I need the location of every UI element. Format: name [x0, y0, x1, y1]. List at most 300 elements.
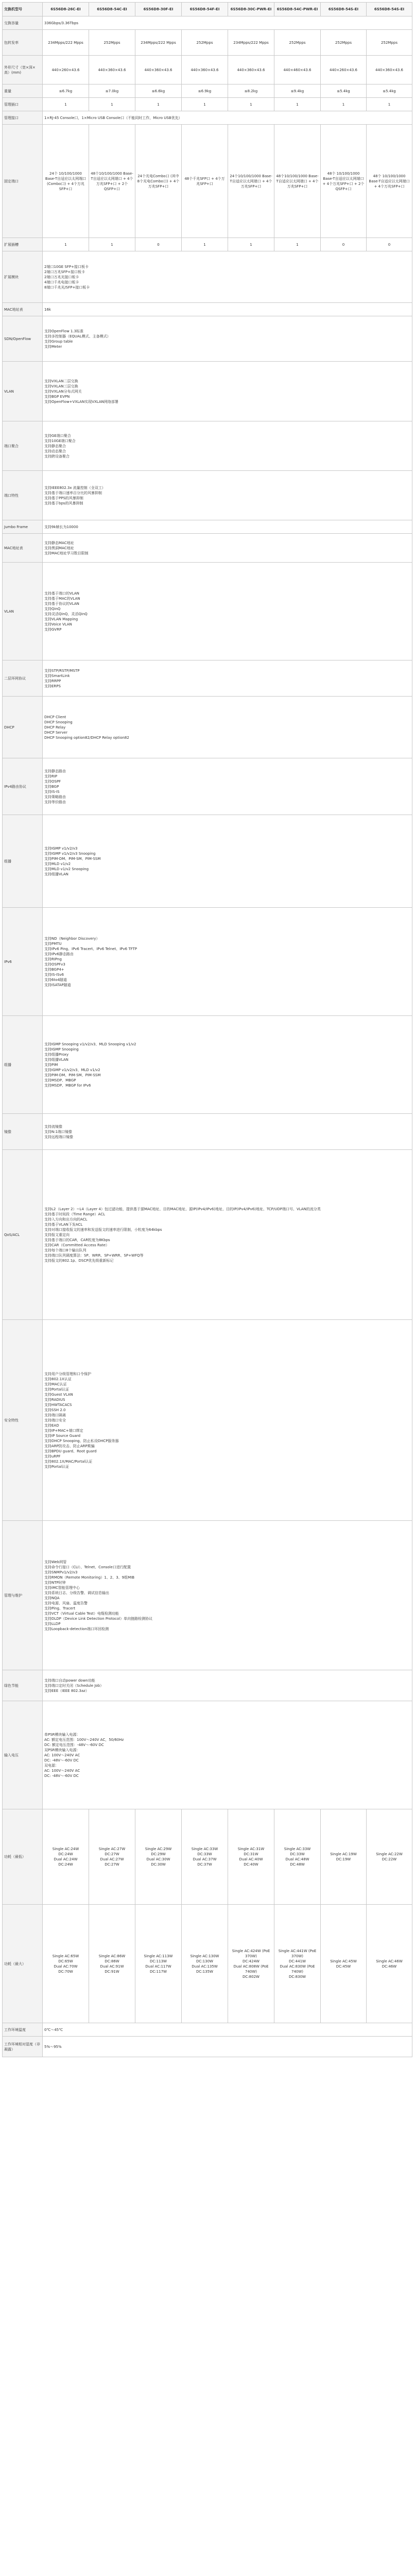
value-line: 支持基于PPS的风暴抑制 [44, 496, 83, 500]
model-value: 252Mpps [321, 30, 367, 56]
value-line: 支持IPv6 Ping、IPv6 Tracert、IPv6 Telnet、IPv6 TFTP [44, 946, 137, 951]
value-line: Single AC:22W [376, 1852, 403, 1856]
value-line: DC:24W [58, 1862, 73, 1867]
row-multicast [3, 815, 412, 908]
value-line: 支持IPv6静态路由 [44, 952, 74, 956]
value-line: DC:130W [196, 1959, 213, 1963]
model-value: 252Mpps [367, 30, 412, 56]
model-value [135, 125, 182, 238]
value-line: 支持IGMP Snooping v1/v2/v3、MLD Snooping v1/v2 [44, 1042, 136, 1046]
value-line: 支持每个端口8个输出队列 [44, 1248, 87, 1252]
value-line: 支持端口安全 [44, 1418, 66, 1422]
value-line: 支持DLDP（Device Link Detection Protocol）单向链路检测协议 [44, 1616, 153, 1621]
value-line: 支持N:1端口镜像 [44, 1129, 73, 1134]
model-value [367, 1809, 412, 1905]
model-value [321, 1905, 367, 2023]
value-line: 支持跨设备聚合 [44, 454, 70, 459]
value-line: 支持系统日志、分级告警、调试信息输出 [44, 1590, 109, 1595]
value-line: DC:65W [58, 1959, 73, 1963]
model-value [43, 1809, 89, 1905]
value-line: 支持基于VLAN下发ACL [44, 1222, 83, 1227]
row-value [43, 251, 412, 303]
value-line: 24个10/100/1000 Base-T自适应以太网端口 + 4个万兆SFP+口 [230, 174, 272, 189]
model-value [228, 1905, 274, 2023]
value-line: Single AC:31W [237, 1847, 265, 1851]
value-line: 支持PIM-DM、PIM-SM、PIM-SSM [44, 856, 101, 861]
model-value: 1 [182, 98, 228, 111]
row-label: 包转发率 [3, 30, 43, 56]
row-mirror [3, 1114, 412, 1150]
value-line: Dual AC:24W [54, 1857, 78, 1861]
model-value [89, 1809, 135, 1905]
row-value [43, 815, 412, 908]
row-mgmt-ports [3, 111, 412, 125]
model-value [182, 1905, 228, 2023]
model-value [43, 125, 89, 238]
model-value [274, 1905, 321, 2023]
value-line: 支持ERPS [44, 684, 61, 688]
value-line: 48个 10/100/1000 Base-T自适应以太网端口 + 4个万兆SFP+口 + 2个QSFP+口 [322, 171, 365, 191]
value-line: 支持RMON（Remote Monitoring）1、2、3、9组MIB [44, 1575, 135, 1580]
row-label: 端口特性 [3, 471, 43, 520]
value-line: 支持VXLAN二层交换 [44, 379, 78, 383]
row-value [43, 534, 412, 563]
value-line: 支持802.1X/MAC/Portal认证 [44, 1459, 93, 1464]
value-line: DHCP Server [44, 730, 67, 735]
value-line: 支持IGMP v1/v2/v3、MLD v1/v2 [44, 1067, 100, 1072]
value-line: 支持基于端口速率百分比的风暴抑制 [44, 490, 102, 495]
row-label: 外形尺寸（宽×深×高）(mm) [3, 56, 43, 84]
row-value [43, 1150, 412, 1320]
row-power-consumption [3, 1809, 412, 1905]
value-line: 支持OSPFv3 [44, 962, 65, 967]
value-line: 支持CAR（Committed Access Rate） [44, 1243, 109, 1247]
value-line: 支持Loopback-detection端口环回检测 [44, 1626, 109, 1631]
value-line: DC:113W [150, 1959, 167, 1963]
value-line: 8端口千兆光/SFP+接口板卡 [44, 285, 90, 290]
value-line: 双电源： [44, 1763, 59, 1768]
model-value: 234Mpps/222 Mpps [228, 30, 274, 56]
model-value: ≤8.2kg [228, 84, 274, 98]
value-line: 支持Ping、Tracert [44, 1606, 76, 1611]
row-value [43, 1114, 412, 1150]
value-line: Dual AC:808W (PoE 740W) [233, 1964, 269, 1974]
row-expansion-slots [3, 238, 412, 251]
value-line: 支持命令行接口（CLI）、Telnet、Console口进行配置 [44, 1565, 131, 1569]
value-line: DC:19W [336, 1857, 351, 1861]
value-line: 支持基于bps的风暴抑制 [44, 501, 83, 505]
value-line: Dual AC:40W [239, 1857, 263, 1861]
value-line: 支持BGP [44, 784, 59, 789]
value-line: Single AC:27W [98, 1847, 126, 1851]
value-line: 支持IEEE802.3x 流量控制（全双工） [44, 485, 106, 490]
value-line: DC:27W [105, 1862, 119, 1867]
model-value: 1 [367, 98, 412, 111]
value-line: DC:24W [58, 1852, 73, 1856]
model-value: 1 [43, 238, 89, 251]
value-line: 支持电源、风扇、温度告警 [44, 1601, 88, 1605]
value-line: 支持VXLAN三层交换 [44, 384, 78, 388]
value-line: 支持基于端口的CAR，CAR粒度为8Kbps [44, 1238, 110, 1242]
value-line: 支持Voice VLAN [44, 622, 72, 626]
row-ipv4-route [3, 758, 412, 815]
model-value: 440×360×43.6 [228, 56, 274, 84]
value-line: 支持NQA [44, 1596, 60, 1600]
row-label: 交换容量 [3, 16, 43, 30]
value-line: DC: 额定电压范围：-48V～-60V DC [44, 1742, 104, 1747]
value-line: 支持BGP EVPN [44, 394, 70, 399]
value-line: 支持远程端口镜像 [44, 1134, 73, 1139]
row-label: 工作环境相对湿度（非凝露） [3, 2037, 43, 2057]
row-value [43, 316, 412, 362]
value-line: 支持RIP [44, 774, 58, 778]
row-label: MAC地址表 [3, 534, 43, 563]
model-value: 1 [89, 98, 135, 111]
value-line: 支持组播VLAN [44, 1057, 68, 1062]
value-line: 支持端口隔离 [44, 1413, 66, 1417]
value-line: 48个千兆SFP口 + 4个万兆SFP+口 [184, 176, 225, 186]
value-line: 支持入方向和出方向的ACL [44, 1217, 88, 1222]
model-value: 440×360×43.6 [89, 56, 135, 84]
row-value [43, 1016, 412, 1114]
row-value [43, 697, 412, 758]
value-line: Single AC:113W [144, 1954, 173, 1958]
row-expansion-cards [3, 251, 412, 303]
value-line: 支持动态聚合 [44, 449, 66, 453]
value-line: 支持EAD [44, 1423, 59, 1428]
row-label: DHCP [3, 697, 43, 758]
row-port-features [3, 471, 412, 520]
value-line: 支持Meter [44, 344, 62, 349]
value-line: 支持静态路由 [44, 769, 66, 773]
value-line: 支持静态聚合 [44, 444, 66, 448]
row-ipv6 [3, 908, 412, 1016]
value-line: 48个 10/100/1000 Base-T自适应以太网端口 + 4个万兆SFP+口 [369, 174, 410, 189]
row-value [43, 1670, 412, 1701]
row-value [43, 1521, 412, 1670]
model-header: 6S56D8-54C-EI [89, 3, 135, 16]
model-header: 6S56D8-54S-EI [321, 3, 367, 16]
value-line: Single AC:86W [98, 1954, 126, 1958]
value-line: 支持灵活QinQ，灵活QinQ [44, 612, 88, 616]
value-line: 支持策略路由 [44, 794, 66, 799]
row-value: 336Gbps/3.36Tbps [43, 16, 412, 30]
value-line: 24个光电Combo口 (其中8个光电Combo口) + 4个万兆SFP+口 [137, 174, 180, 189]
value-line: 支持OpenFlow+VXLAN实现VXLAN网络部署 [44, 399, 118, 404]
model-value [43, 1905, 89, 2023]
value-line: Single AC:46W [376, 1959, 403, 1963]
value-line: 支持BGP4+ [44, 967, 64, 972]
value-line: 支持MAC地址学习数目限制 [44, 551, 89, 555]
model-value: 1 [228, 238, 274, 251]
value-line: 支持MSDP、MBGP [44, 1078, 76, 1082]
model-value [182, 125, 228, 238]
value-line: 2端口10GE SFP+接口板卡 [44, 264, 89, 269]
model-value: 252Mpps [274, 30, 321, 56]
row-dimension [3, 56, 412, 84]
row-label: 功耗（最大） [3, 1905, 43, 2023]
value-line: 支持IS-IS [44, 789, 60, 794]
row-label: VLAN [3, 362, 43, 421]
value-line: 支持MLD v1/v2 [44, 861, 71, 866]
value-line: Dual AC:37W [193, 1857, 217, 1861]
model-value: 440×460×43.6 [274, 56, 321, 84]
value-line: DC:441W [289, 1959, 306, 1963]
value-line: DC:117W [150, 1969, 167, 1974]
value-line: 支持Web网管 [44, 1560, 67, 1564]
model-value: 440×360×43.6 [367, 56, 412, 84]
model-value: 234Mpps/222 Mpps [43, 30, 89, 56]
row-power-max [3, 1905, 412, 2023]
model-value: ≤6.9kg [182, 84, 228, 98]
model-value: 440×260×43.6 [321, 56, 367, 84]
value-line: Single AC:29W [145, 1847, 172, 1851]
model-value [228, 125, 274, 238]
header-row [3, 3, 412, 16]
value-line: AC: 额定电压范围：100V～240V AC，50/60Hz [44, 1737, 124, 1742]
value-line: 48个10/100/1000 Base-T自适应以太网端口 + 4个万兆SFP+口 + 2个QSFP+口 [91, 171, 133, 191]
model-header: 6S56D8-30C-PWR-EI [228, 3, 274, 16]
model-value: ≤7.0kg [89, 84, 135, 98]
value-line: 支持端口队列调度算法：SP、WRR、SP+WRR、SP+WFQ等 [44, 1253, 144, 1258]
value-line: 支持Guest VLAN [44, 1392, 73, 1397]
model-value: 440×360×43.6 [135, 56, 182, 84]
header-label: 交换机型号 [3, 3, 43, 16]
model-value [274, 1809, 321, 1905]
model-value: 234Mpps/222 Mpps [135, 30, 182, 56]
row-value [43, 908, 412, 1016]
row-mgmt-slots [3, 98, 412, 111]
row-label: 扩展插槽 [3, 238, 43, 251]
value-line: Dual AC:117W [145, 1964, 171, 1969]
row-multicast2 [3, 1016, 412, 1114]
row-value: 支持9k帧长为10000 [43, 520, 412, 534]
model-value: 252Mpps [89, 30, 135, 56]
value-line: DC:22W [382, 1857, 397, 1861]
row-label: 输入电压 [3, 1701, 43, 1809]
value-line: DC:33W [197, 1852, 212, 1856]
row-forwarding [3, 30, 412, 56]
value-line: 支持STP/RSTP/MSTP [44, 668, 80, 673]
model-value: ≤6.6kg [135, 84, 182, 98]
row-management [3, 1521, 412, 1670]
value-line: 24个 10/100/1000 Base-T自适应以太网端口 (Combo口) + 4个万兆SFP+口 [45, 171, 87, 191]
row-label: IPv4路由协议 [3, 758, 43, 815]
row-value: 16k [43, 303, 412, 316]
value-line: DC:802W [243, 1974, 260, 1979]
value-line: DC:31W [244, 1852, 258, 1856]
row-qos [3, 1150, 412, 1320]
value-line: Single AC:130W [190, 1954, 219, 1958]
model-value: 440×260×43.6 [43, 56, 89, 84]
value-line: 支持OpenFlow 1.3标准 [44, 329, 84, 333]
value-line: 支持Portal认证 [44, 1387, 70, 1392]
value-line: 支持IP Source Guard [44, 1433, 81, 1438]
value-line: DC:86W [105, 1959, 119, 1963]
value-line: 支持等价路由 [44, 800, 66, 804]
value-line: 支持组播Proxy [44, 1052, 69, 1057]
value-line: Single AC:65W [52, 1954, 79, 1958]
row-label: 组播 [3, 815, 43, 908]
value-line: 支持静态MAC地址 [44, 540, 74, 545]
value-line: Dual AC:91W [100, 1964, 124, 1969]
value-line: 支持ND（Neighbor Discovery） [44, 936, 100, 941]
model-value [135, 1809, 182, 1905]
value-line: 支持GE端口聚合 [44, 433, 71, 438]
value-line: Single AC:441W (PoE 370W) [278, 1948, 317, 1958]
row-value [43, 1701, 412, 1809]
row-mac-table [3, 534, 412, 563]
value-line: 支持ISATAP隧道 [44, 982, 71, 987]
model-value: 0 [135, 238, 182, 251]
value-line: AC: 100V～240V AC [44, 1768, 80, 1773]
row-value [43, 421, 412, 471]
row-value [43, 1320, 412, 1521]
row-value: 5%～95% [43, 2037, 412, 2057]
row-vlan [3, 362, 412, 421]
row-label: 二层环网协议 [3, 660, 43, 697]
value-line: 支持VXLAN分布式网关 [44, 389, 82, 394]
row-power-input [3, 1701, 412, 1809]
value-line: 支持报文的802.1p、DSCP优先级重新标记 [44, 1258, 114, 1263]
value-line: DC:29W [151, 1852, 166, 1856]
model-value [367, 125, 412, 238]
row-label: 重量 [3, 84, 43, 98]
value-line: 支持多控制器（EQUAL模式、主备模式） [44, 334, 111, 338]
model-value [89, 1905, 135, 2023]
model-value: 252Mpps [182, 30, 228, 56]
spec-table [2, 2, 412, 2057]
value-line: 48个10/100/1000 Base-T自适应以太网端口 + 4个万兆SFP+口 [276, 174, 319, 189]
model-value [135, 1905, 182, 2023]
value-line: 支持HWTACACS [44, 1402, 72, 1407]
value-line: DC:46W [382, 1964, 397, 1969]
row-vlan2 [3, 563, 412, 660]
row-label: 端口聚合 [3, 421, 43, 471]
model-value: ≤9.4kg [274, 84, 321, 98]
value-line: 支持组播VLAN [44, 872, 68, 876]
value-line: Single AC:33W [191, 1847, 218, 1851]
value-line: DHCP Relay [44, 725, 66, 730]
value-line: 支持EEE（IEEE 802.3az） [44, 1688, 89, 1693]
model-value: 1 [135, 98, 182, 111]
value-line: Dual AC:30W [146, 1857, 170, 1861]
model-value [89, 125, 135, 238]
row-label: MAC地址表 [3, 303, 43, 316]
value-line: Dual AC:135W [192, 1964, 218, 1969]
value-line: 支持端口自动power down功能 [44, 1678, 95, 1683]
value-line: AC: 100V～240V AC [44, 1753, 80, 1757]
row-sdn [3, 316, 412, 362]
value-line: 支持IS-ISv6 [44, 972, 64, 977]
value-line: Dual AC:27W [100, 1857, 124, 1861]
row-label: 功耗（最低） [3, 1809, 43, 1905]
value-line: 支持基于端口的VLAN [44, 591, 79, 596]
value-line: 支持IGMP v1/v2/v3 Snooping [44, 851, 96, 856]
value-line: 支持流镜像 [44, 1124, 62, 1129]
value-line: 支持IGMP Snooping [44, 1047, 79, 1052]
value-line: 4端口千兆电接口板卡 [44, 280, 79, 284]
value-line: 支持PIM [44, 1062, 58, 1067]
value-line: 支持uRPF [44, 1454, 61, 1459]
value-line: Single AC:19W [330, 1852, 357, 1856]
value-line: 支持VLAN Mapping [44, 617, 78, 621]
model-value: ≤5.4kg [321, 84, 367, 98]
row-label: 管理与维护 [3, 1521, 43, 1670]
value-line: 支持PMTU [44, 941, 62, 946]
value-line: 支持RRPP [44, 679, 61, 683]
model-value: 1 [321, 98, 367, 111]
value-line: 支持Portal认证 [44, 1464, 70, 1469]
model-value: 1 [89, 238, 135, 251]
value-line: 单PSR模块输入电源： [44, 1732, 80, 1737]
value-line: 支持6to4隧道 [44, 977, 67, 982]
value-line: 双PSR模块输入电源： [44, 1748, 80, 1752]
row-weight [3, 84, 412, 98]
value-line: DC:424W [243, 1959, 260, 1963]
row-value: 1×RJ-45 Console口，1×Micro USB Console口（不能同时工作，Micro USB优先） [43, 111, 412, 125]
value-line: 支持MLD v1/v2 Snooping [44, 867, 89, 871]
value-line: 2端口万兆光接口板卡 [44, 275, 79, 279]
row-l2-ring [3, 660, 412, 697]
row-temp [3, 2023, 412, 2037]
row-value [43, 471, 412, 520]
model-value: 1 [228, 98, 274, 111]
value-line: DC:40W [244, 1862, 258, 1867]
row-label: SDN/OpenFlow [3, 316, 43, 362]
value-line: DC:37W [197, 1862, 212, 1867]
value-line: 支持LLDP [44, 1621, 61, 1626]
value-line: DHCP Snooping option82/DHCP Relay option82 [44, 735, 129, 740]
value-line: 支持iMC智能管理中心 [44, 1585, 80, 1590]
row-label: 组播 [3, 1016, 43, 1114]
value-line: DC: -48V～-60V DC [44, 1758, 79, 1762]
row-label: QoS/ACL [3, 1150, 43, 1320]
row-label: 管理接口 [3, 111, 43, 125]
value-line: 支持基于时间段（Time Range）ACL [44, 1212, 105, 1216]
value-line: DHCP Snooping [44, 720, 73, 724]
model-value: 1 [274, 98, 321, 111]
value-line: 支持MSDP、MBGP for IPv6 [44, 1083, 91, 1088]
row-value [43, 660, 412, 697]
row-label: 绿色节能 [3, 1670, 43, 1701]
model-value [321, 1809, 367, 1905]
value-line: 支持DHCP Snooping、防止私设DHCP服务器 [44, 1438, 119, 1443]
model-header: 6S56D8-54S-EI [367, 3, 412, 16]
row-value [43, 362, 412, 421]
row-label: 管理插口 [3, 98, 43, 111]
value-line: Single AC:45W [330, 1959, 357, 1963]
row-green [3, 1670, 412, 1701]
model-value: ≤6.7kg [43, 84, 89, 98]
value-line: DC:830W [289, 1974, 306, 1979]
row-capacity [3, 16, 412, 30]
value-line: DC:91W [105, 1969, 119, 1974]
value-line: 支持Group table [44, 339, 73, 344]
model-value: 1 [43, 98, 89, 111]
model-value [321, 125, 367, 238]
value-line: 支持基于MAC的VLAN [44, 596, 80, 601]
value-line: 支持SNMPv1/v2/v3 [44, 1570, 78, 1574]
row-jumbo [3, 520, 412, 534]
row-label: 镜像 [3, 1114, 43, 1150]
value-line: 支持RIPng [44, 957, 62, 961]
row-label: 固定端口 [3, 125, 43, 238]
model-value [182, 1809, 228, 1905]
row-humidity [3, 2037, 412, 2057]
model-value: ≤5.4kg [367, 84, 412, 98]
value-line: 支持MAC认证 [44, 1382, 67, 1386]
